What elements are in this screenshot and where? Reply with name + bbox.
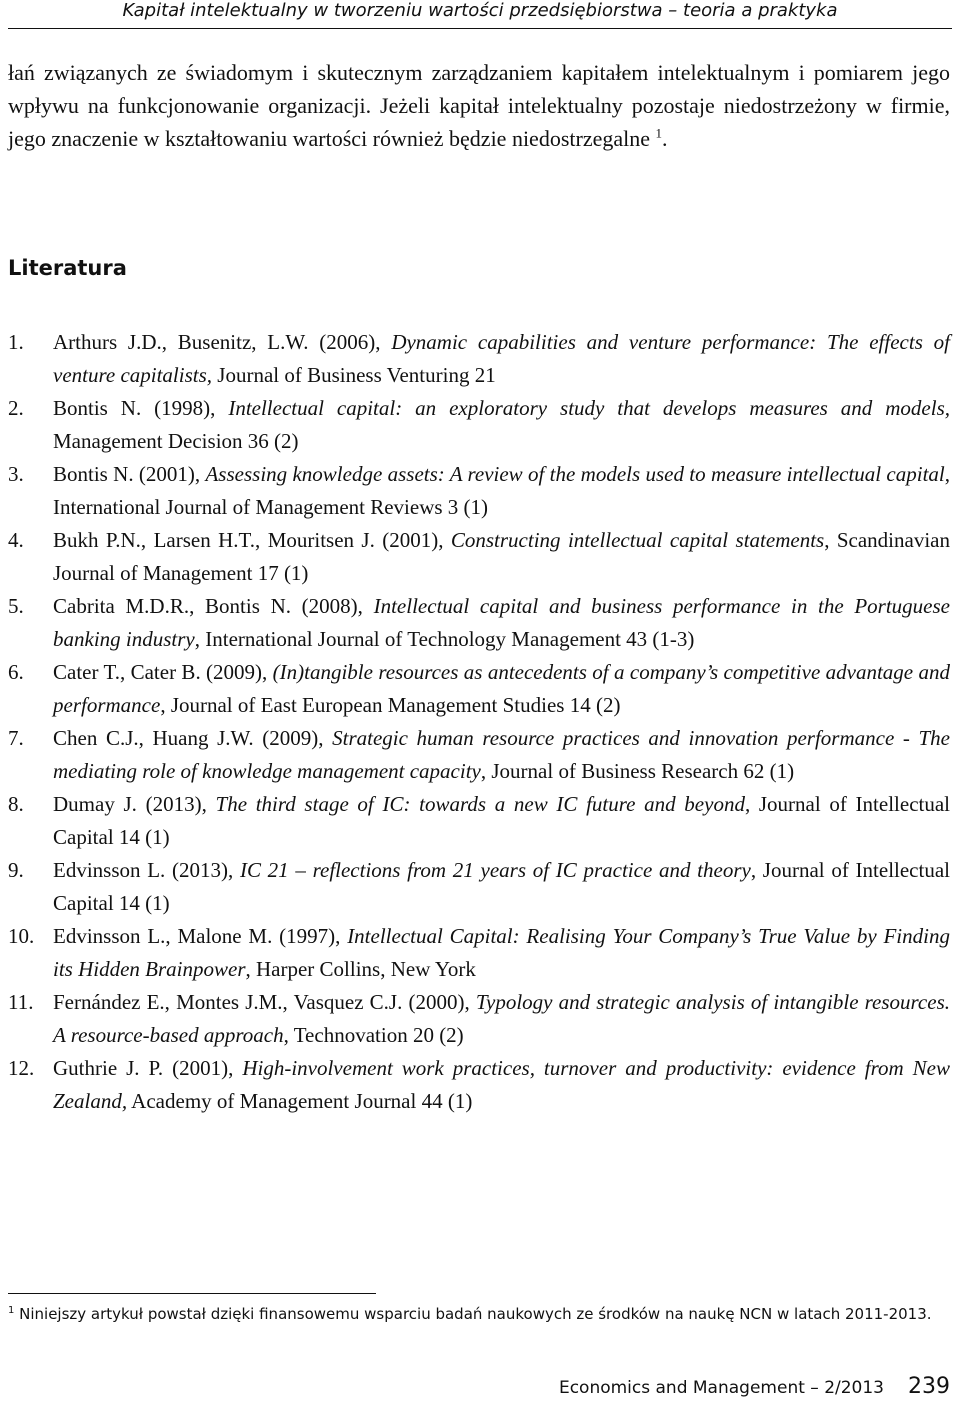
reference-number: 5. [8, 594, 24, 618]
reference-source: , Technovation 20 (2) [283, 1023, 464, 1047]
reference-title: Intellectual Capital: Realising Your Company’s True Value by Finding its Hidden Brainpower [53, 924, 950, 981]
reference-number: 9. [8, 858, 24, 882]
reference-list [8, 326, 950, 1118]
reference-source: , Journal of East European Management Studies 14 (2) [160, 693, 621, 717]
reference-title: Strategic human resource practices and innovation performance - The mediating role of knowledge management capacity [53, 726, 950, 783]
intro-end: . [662, 126, 668, 151]
page-footer [559, 1374, 950, 1399]
reference-item [8, 854, 950, 920]
intro-text: łań związanych ze świadomym i skutecznym zarządzaniem kapitałem intelektualnym i pomiarem jego wpływu na funkcjonowanie organizacji. Jeżeli kapitał intelektualny pozostaje niedostrzeżony w firmie, jego znaczenie w kształtowaniu wartości również będzie niedostrzegalne [8, 60, 950, 151]
reference-item [8, 722, 950, 788]
reference-title: Intellectual capital and business performance in the Portuguese banking industry [53, 594, 951, 651]
reference-source: , Scandinavian Journal of Management 17 (1) [53, 528, 950, 585]
footnote-marker: 1 [8, 1305, 15, 1316]
reference-title: Assessing knowledge assets: A review of the models used to measure intellectual capital [205, 462, 945, 486]
reference-item [8, 1052, 950, 1118]
reference-authors: Fernández E., Montes J.M., Vasquez C.J. (2000), [53, 990, 476, 1014]
reference-item [8, 788, 950, 854]
reference-authors: Dumay J. (2013), [53, 792, 216, 816]
reference-number: 12. [8, 1056, 35, 1080]
reference-authors: Cater T., Cater B. (2009), [53, 660, 273, 684]
reference-item [8, 326, 950, 392]
reference-number: 3. [8, 462, 24, 486]
reference-authors: Chen C.J., Huang J.W. (2009), [53, 726, 333, 750]
reference-title: The third stage of IC: towards a new IC future and beyond [215, 792, 745, 816]
reference-number: 10. [8, 924, 35, 948]
footnote [8, 1302, 950, 1327]
footnote-rule [8, 1293, 376, 1294]
reference-item [8, 458, 950, 524]
reference-item [8, 590, 950, 656]
footer-journal: Economics and Management – 2/2013 [558, 1378, 884, 1398]
reference-authors: Edvinsson L., Malone M. (1997), [53, 924, 348, 948]
reference-item [8, 392, 950, 458]
reference-number: 8. [8, 792, 24, 816]
reference-source: Journal of Business Venturing 21 [212, 363, 496, 387]
running-title: Kapitał intelektualny w tworzeniu wartości przedsiębiorstwa – teoria a praktyka [122, 0, 838, 21]
reference-source: Management Decision 36 (2) [53, 429, 299, 453]
footnote-text: Niniejszy artykuł powstał dzięki finansowemu wsparciu badań naukowych ze środków na naukę NCN w latach 2011-2013. [14, 1305, 932, 1323]
reference-number: 2. [8, 396, 24, 420]
reference-title: Typology and strategic analysis of intangible resources. A resource-based approach [53, 990, 950, 1047]
reference-authors: Arthurs J.D., Busenitz, L.W. (2006), [53, 330, 392, 354]
reference-title: Dynamic capabilities and venture performance: The effects of venture capitalists, [53, 330, 950, 387]
reference-item [8, 986, 950, 1052]
reference-number: 4. [8, 528, 24, 552]
page-number: 239 [908, 1374, 950, 1399]
reference-source: , Journal of Business Research 62 (1) [480, 759, 795, 783]
header-rule [8, 28, 952, 29]
reference-title: (In)tangible resources as antecedents of a company’s competitive advantage and performance [53, 660, 950, 717]
reference-authors: Edvinsson L. (2013), [53, 858, 240, 882]
reference-item [8, 524, 950, 590]
reference-title: Constructing intellectual capital statements [450, 528, 825, 552]
reference-authors: Bontis N. (1998), [53, 396, 229, 420]
footnote-reference[interactable]: 1 [655, 125, 662, 141]
reference-number: 6. [8, 660, 24, 684]
reference-title: High-involvement work practices, turnover and productivity: evidence from New Zealand, [53, 1056, 950, 1113]
reference-number: 7. [8, 726, 24, 750]
reference-source: , Journal of Intellectual Capital 14 (1) [53, 858, 950, 915]
reference-source: , Journal of Intellectual Capital 14 (1) [53, 792, 950, 849]
reference-authors: Guthrie J. P. (2001), [53, 1056, 243, 1080]
reference-number: 1. [8, 330, 24, 354]
reference-source: , International Journal of Technology Management 43 (1-3) [194, 627, 695, 651]
reference-title: Intellectual capital: an exploratory study that develops measures and models, [228, 396, 950, 420]
reference-item [8, 920, 950, 986]
reference-authors: Bukh P.N., Larsen H.T., Mouritsen J. (2001), [53, 528, 451, 552]
reference-item [8, 656, 950, 722]
reference-source: , International Journal of Management Reviews 3 (1) [53, 462, 951, 519]
reference-number: 11. [8, 990, 34, 1014]
reference-authors: Bontis N. (2001), [53, 462, 206, 486]
reference-authors: Cabrita M.D.R., Bontis N. (2008), [53, 594, 374, 618]
intro-paragraph [8, 56, 950, 155]
reference-source: , Harper Collins, New York [245, 957, 476, 981]
reference-source: Academy of Management Journal 44 (1) [127, 1089, 473, 1113]
section-title: Literatura [8, 256, 127, 280]
reference-title: IC 21 – reflections from 21 years of IC practice and theory [239, 858, 751, 882]
